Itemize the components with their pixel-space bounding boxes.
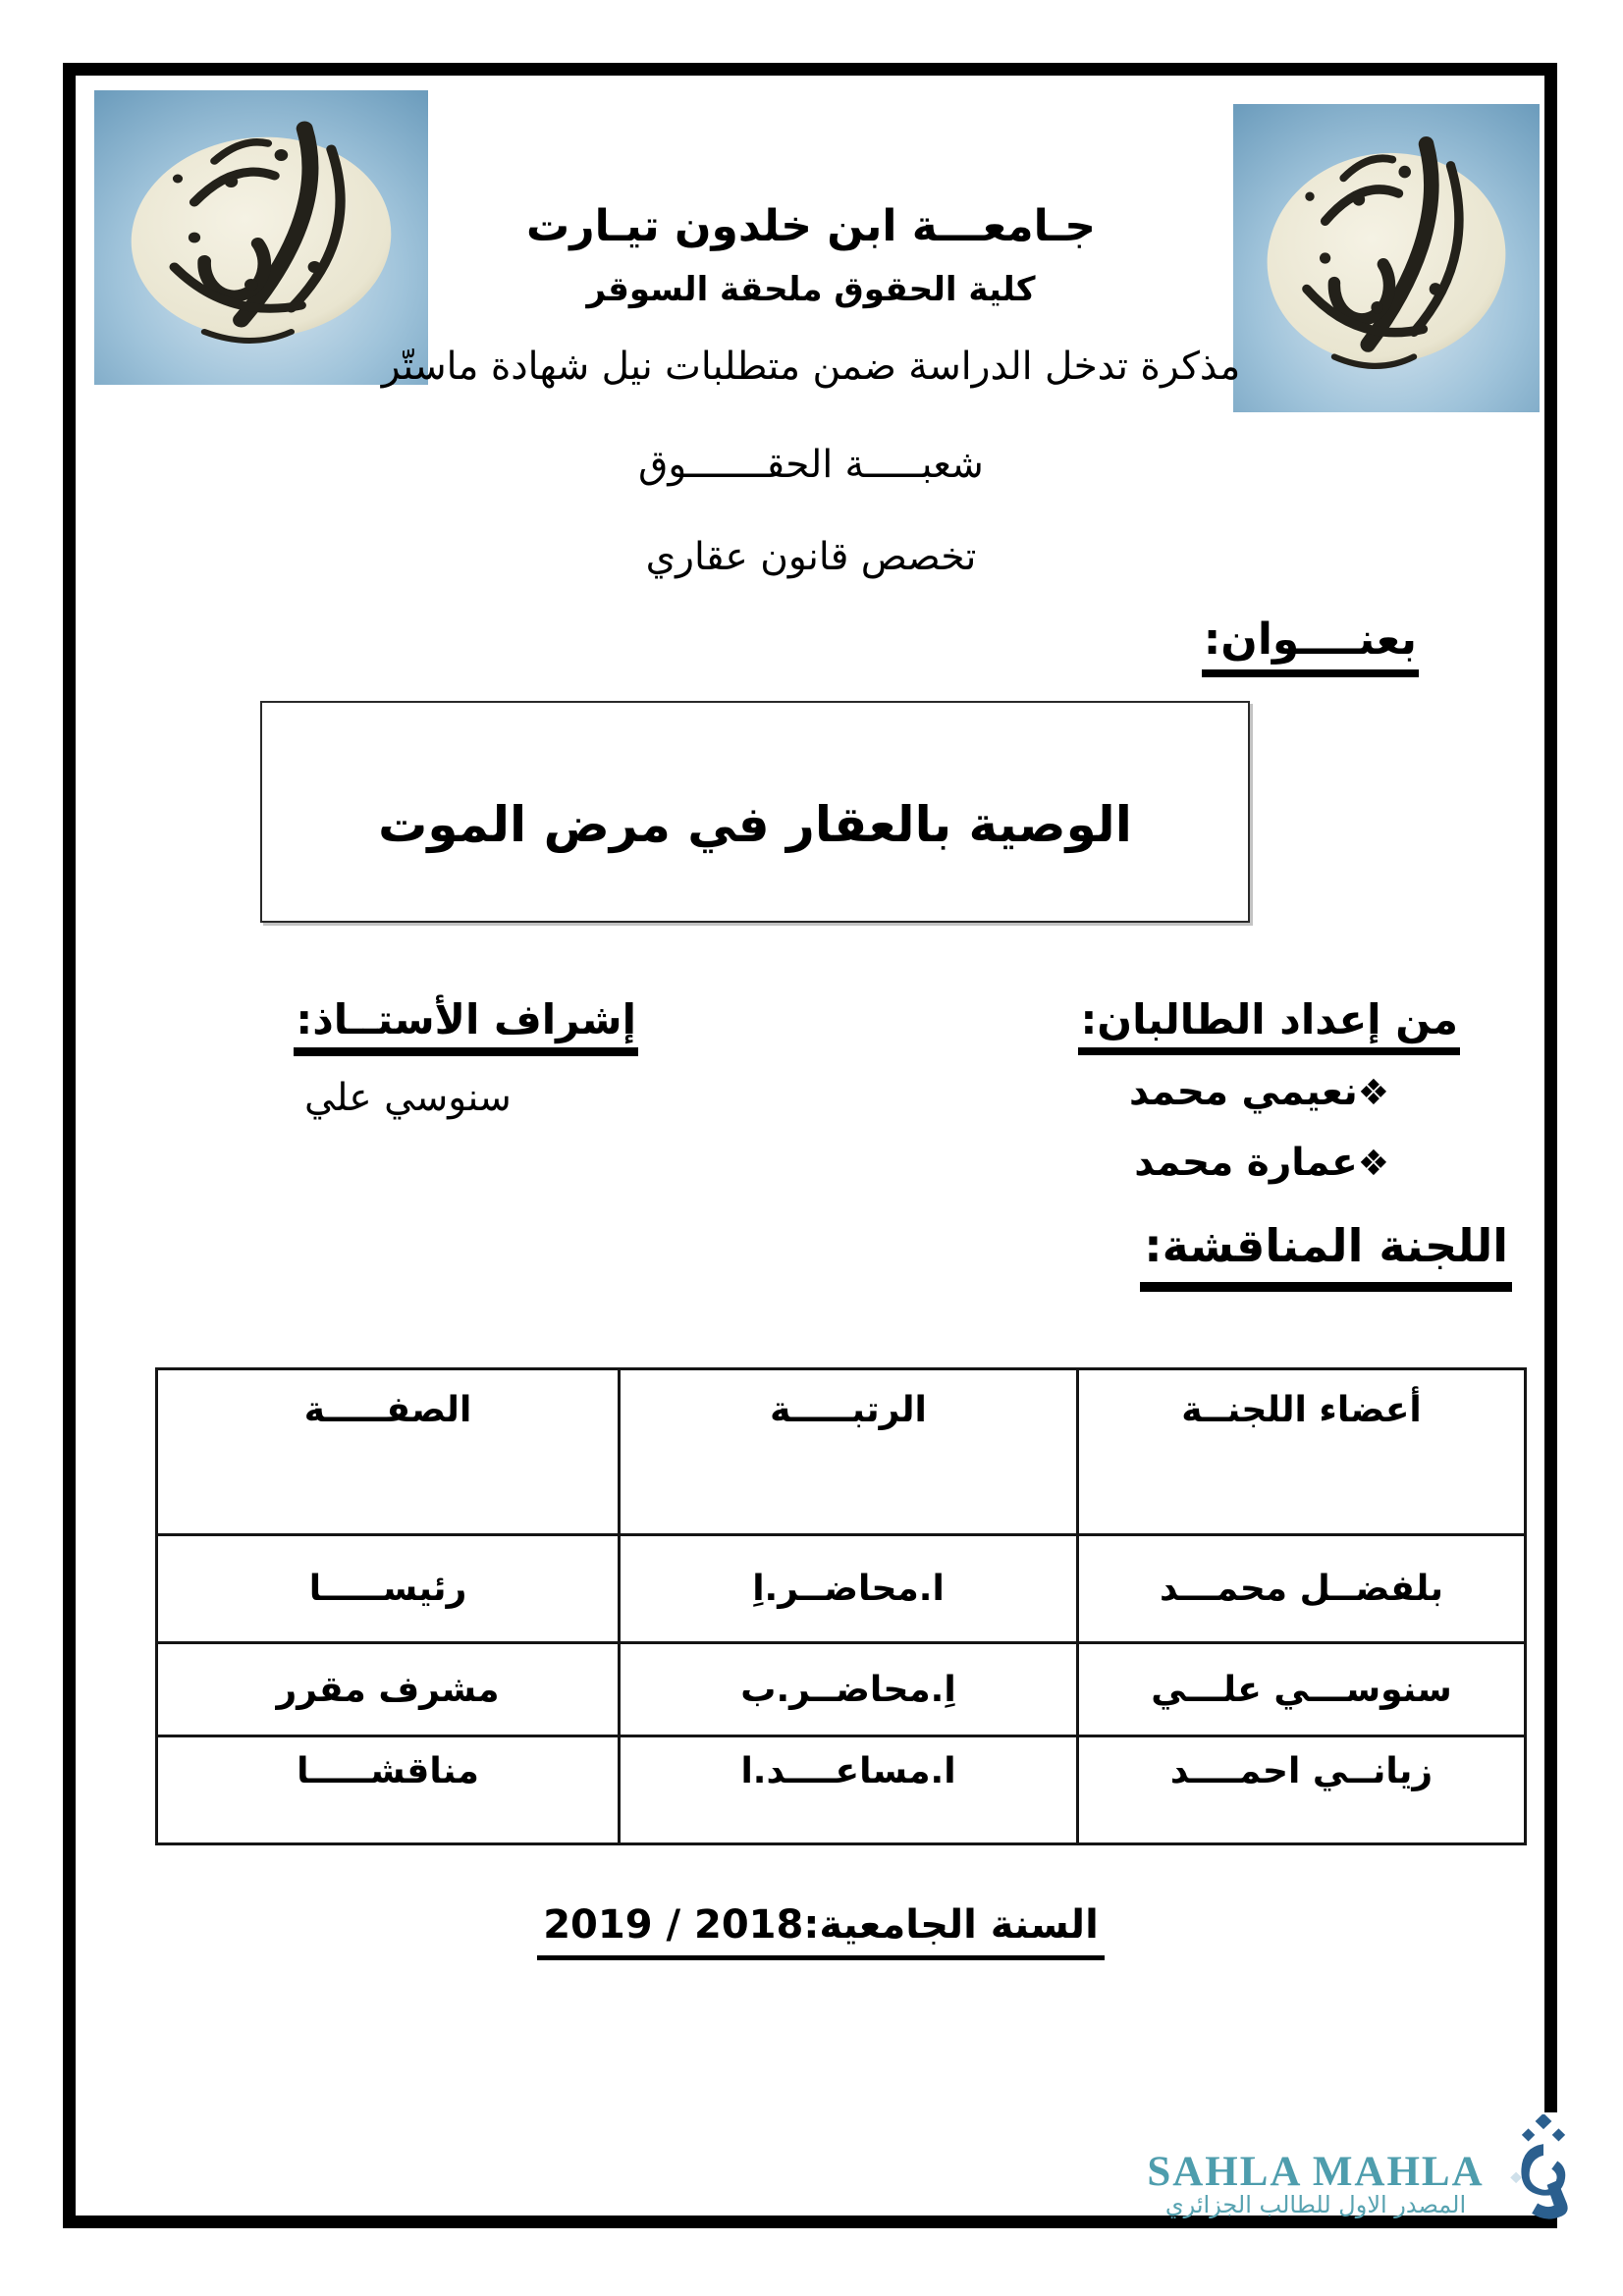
- member-role: مناقشـــــا: [157, 1736, 620, 1844]
- student-item: [1129, 1070, 1389, 1114]
- table-row: [157, 1535, 1526, 1643]
- table-row: [157, 1643, 1526, 1736]
- watermark-brand: SAHLA MAHLA: [1147, 2149, 1485, 2195]
- academic-year: السنة الجامعية:2018 / 2019: [537, 1902, 1105, 1960]
- member-name: سنوســـي علـــي: [1078, 1643, 1526, 1736]
- diamond-bullet-icon: ❖: [1357, 1073, 1389, 1113]
- member-name: بلفضــل محمـــد: [1078, 1535, 1526, 1643]
- specialty-line: تخصص قانون عقاري: [645, 535, 977, 579]
- faculty-name: كلية الحقوق ملحقة السوقر: [586, 270, 1036, 309]
- student-name: نعيمي محمد: [1129, 1070, 1358, 1114]
- sahla-mahla-logo-icon: [1506, 2114, 1581, 2228]
- member-rank: ا.محاضــر.اِ: [620, 1535, 1078, 1643]
- student-name: عمارة محمد: [1134, 1141, 1358, 1185]
- member-name: زيانــي احمــــد: [1078, 1736, 1526, 1844]
- member-rank: اِ.محاضــر.ب: [620, 1643, 1078, 1736]
- memo-requirement-line: مذكرة تدخل الدراسة ضمن متطلبات نيل شهادة ماستّر: [381, 345, 1241, 389]
- committee-table: [155, 1367, 1527, 1845]
- university-name: جـامعـــة ابن خلدون تيـارت: [526, 201, 1096, 251]
- header-rank: الرتبـــــة: [620, 1369, 1078, 1535]
- member-role: مشرف مقرر: [157, 1643, 620, 1736]
- member-rank: ا.مساعــــد.ا: [620, 1736, 1078, 1844]
- thesis-title: الوصية بالعقار في مرض الموت: [378, 796, 1132, 853]
- member-role: رئيســـــا: [157, 1535, 620, 1643]
- thesis-title-box: [260, 701, 1250, 923]
- academic-year-line: [330, 1902, 1312, 1960]
- students-heading: من إعداد الطالبان:: [1078, 995, 1460, 1055]
- supervisor-name: سنوسي علي: [304, 1076, 512, 1120]
- header-members: أعضاء اللجنــة: [1078, 1369, 1526, 1535]
- watermark-tagline: المصدر الاول للطالب الجزائري: [1164, 2191, 1467, 2218]
- header-role: الصفـــــة: [157, 1369, 620, 1535]
- supervisor-heading: إشراف الأستــاذ:: [294, 995, 638, 1056]
- student-item: [1134, 1141, 1389, 1185]
- titled-label: بعنــــوان:: [1202, 614, 1419, 677]
- branch-line: شعبـــــة الحقـــــــوق: [638, 443, 984, 487]
- table-row: [157, 1736, 1526, 1844]
- table-header-row: [157, 1369, 1526, 1535]
- committee-heading: اللجنة المناقشة:: [1140, 1219, 1512, 1292]
- diamond-bullet-icon: ❖: [1357, 1144, 1389, 1184]
